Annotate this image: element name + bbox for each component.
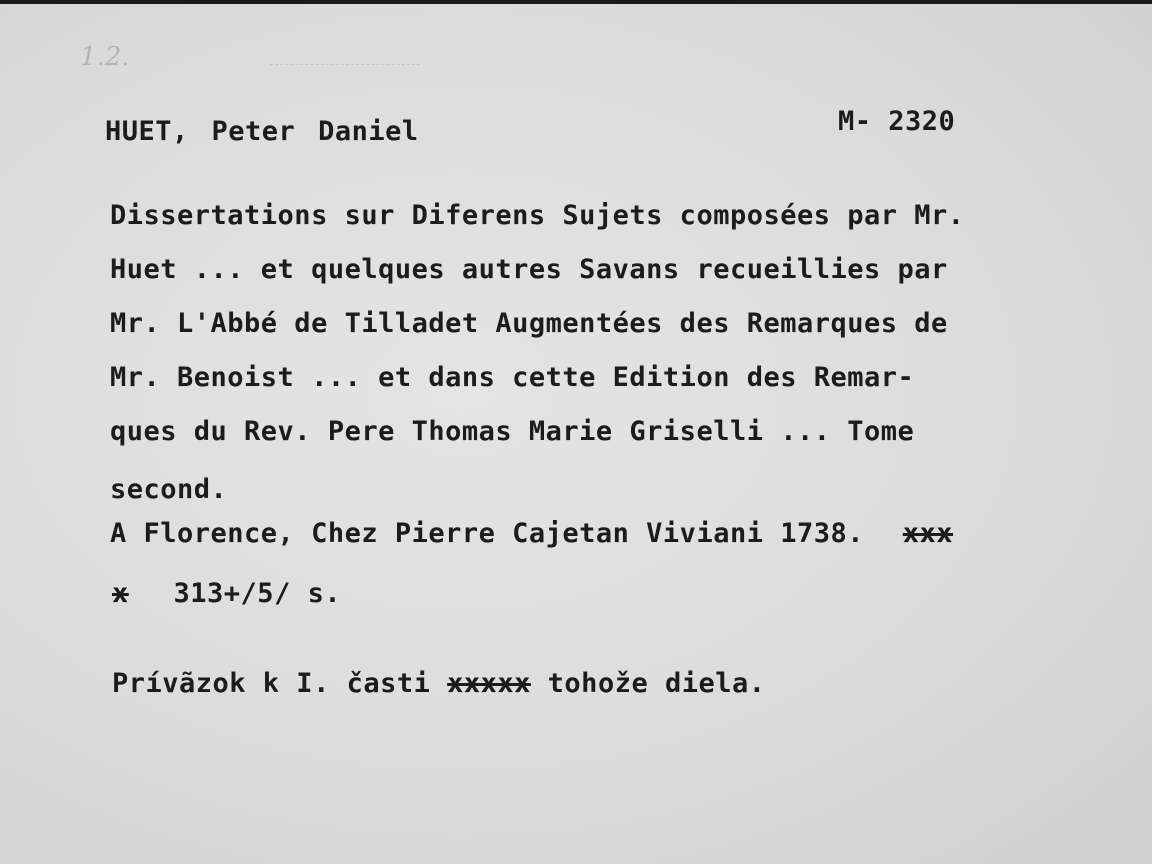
faint-pencil-line (270, 64, 420, 65)
note-text-after: tohože diela. (547, 668, 766, 699)
author-heading: HUET, Peter Daniel (105, 116, 419, 147)
title-line-6: second. (110, 474, 228, 505)
imprint-text: A Florence, Chez Pierre Cajetan Viviani 1738. (110, 518, 864, 549)
call-number: M- 2320 (838, 106, 956, 137)
title-line-3: Mr. L'Abbé de Tilladet Augmentées des Remarques de (110, 308, 948, 339)
pencil-note: 1.2. (80, 42, 130, 72)
title-line-2: Huet ... et quelques autres Savans recueillies par (110, 254, 948, 285)
pages-strikeout: x (112, 578, 129, 609)
note-text-before: Prívãzok k I. časti (112, 668, 431, 699)
title-line-5: ques du Rev. Pere Thomas Marie Griselli ... Tome (110, 416, 915, 447)
pages-text: 313+/5/ s. (173, 578, 342, 609)
imprint-line (110, 518, 953, 549)
title-line-1: Dissertations sur Diferens Sujets composées par Mr. (110, 200, 965, 231)
pages-line (112, 578, 341, 609)
note-strikeout: xxxxx (447, 668, 531, 699)
note-line (112, 668, 766, 699)
imprint-strikeout: xxx (902, 518, 954, 549)
title-line-4: Mr. Benoist ... et dans cette Edition des Remar- (110, 362, 915, 393)
